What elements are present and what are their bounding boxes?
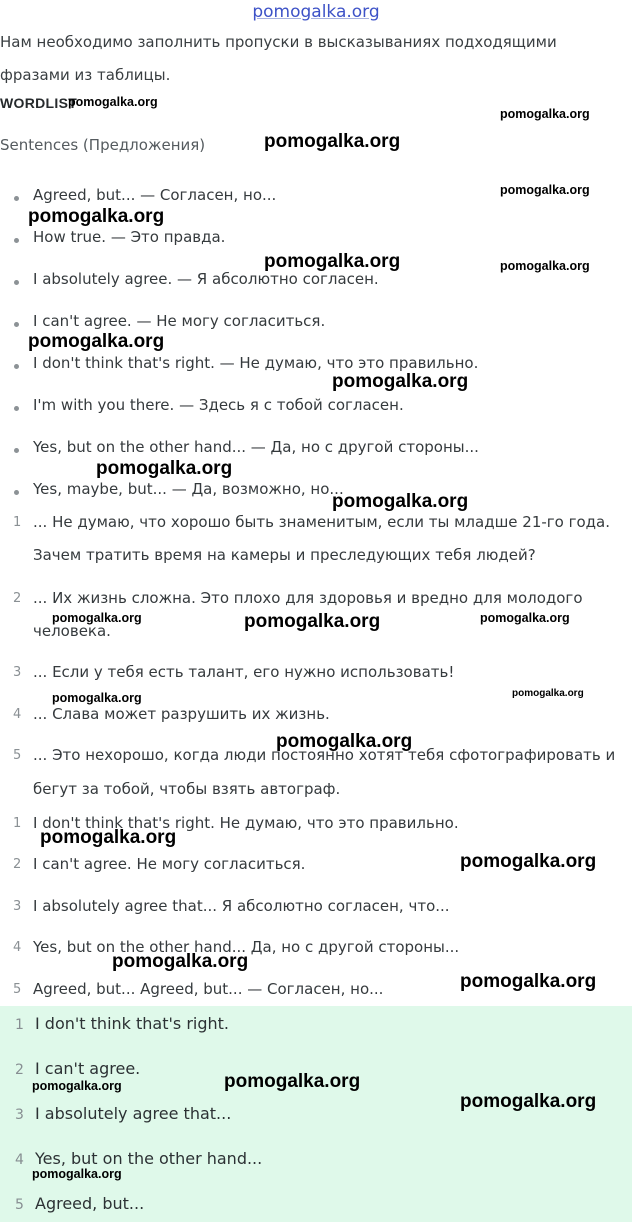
translation-line: I can't agree. Не могу согласиться. — [33, 855, 306, 873]
watermark-text: pomogalka.org — [332, 371, 469, 392]
item-number: 1 — [13, 515, 22, 530]
statement-line: ... Не думаю, что хорошо быть знаменитым, если ты младше 21-го года. — [33, 513, 611, 531]
item-number: 3 — [13, 899, 22, 914]
list-item: Yes, but on the other hand... — Да, но с другой стороны... — [33, 438, 479, 456]
list-item: I can't agree. — Не могу согласиться. — [33, 312, 326, 330]
watermark-text: pomogalka.org — [500, 183, 590, 197]
watermark-text: pomogalka.org — [460, 851, 597, 872]
statement-line: Зачем тратить время на камеры и преследующих тебя людей? — [33, 546, 536, 564]
watermark-text: pomogalka.org — [32, 1079, 122, 1093]
answer-text: I can't agree. — [35, 1059, 141, 1078]
watermark-text: pomogalka.org — [68, 95, 158, 109]
watermark-text: pomogalka.org — [512, 688, 584, 699]
answer-number: 5 — [15, 1197, 24, 1213]
intro-line-2: фразами из таблицы. — [0, 66, 171, 84]
bullet-dot — [14, 448, 19, 453]
statement-line: человека. — [33, 622, 111, 640]
item-number: 3 — [13, 665, 22, 680]
watermark-text: pomogalka.org — [52, 691, 142, 705]
watermark-text: pomogalka.org — [264, 131, 401, 152]
item-number: 5 — [13, 748, 22, 763]
watermark-text: pomogalka.org — [244, 611, 381, 632]
answer-text: Agreed, but... — [35, 1194, 145, 1213]
bullet-dot — [14, 238, 19, 243]
watermark-text: pomogalka.org — [264, 251, 401, 272]
sentences-heading: Sentences (Предложения) — [0, 136, 206, 154]
watermark-text: pomogalka.org — [500, 259, 590, 273]
item-number: 4 — [13, 940, 22, 955]
intro-line-1: Нам необходимо заполнить пропуски в высказываниях подходящими — [0, 33, 557, 51]
answer-text: I absolutely agree that... — [35, 1104, 232, 1123]
statement-line: ... Это нехорошо, когда люди постоянно хотят тебя сфотографировать и — [33, 746, 616, 764]
watermark-text: pomogalka.org — [460, 1091, 597, 1112]
wordlist-heading: WORDLIST — [0, 95, 78, 111]
statement-line: ... Если у тебя есть талант, его нужно использовать! — [33, 663, 455, 681]
bullet-dot — [14, 322, 19, 327]
watermark-text: pomogalka.org — [40, 827, 177, 848]
watermark-text: pomogalka.org — [28, 206, 165, 227]
bullet-dot — [14, 196, 19, 201]
item-number: 4 — [13, 707, 22, 722]
statement-line: ... Их жизнь сложна. Это плохо для здоровья и вредно для молодого — [33, 589, 583, 607]
translation-line: I absolutely agree that... Я абсолютно согласен, что... — [33, 897, 450, 915]
item-number: 2 — [13, 591, 22, 606]
bullet-dot — [14, 280, 19, 285]
answer-text: I don't think that's right. — [35, 1014, 229, 1033]
watermark-text: pomogalka.org — [224, 1071, 361, 1092]
answer-number: 4 — [15, 1152, 24, 1168]
bullet-dot — [14, 490, 19, 495]
translation-line: Agreed, but... Agreed, but... — Согласен, но... — [33, 980, 384, 998]
watermark-text: pomogalka.org — [276, 731, 413, 752]
list-item: Agreed, but... — Согласен, но... — [33, 186, 277, 204]
watermark-text: pomogalka.org — [112, 951, 249, 972]
list-item: How true. — Это правда. — [33, 228, 226, 246]
answer-number: 2 — [15, 1062, 24, 1078]
translation-line: I don't think that's right. Не думаю, что это правильно. — [33, 814, 459, 832]
watermark-text: pomogalka.org — [52, 611, 142, 625]
watermark-text: pomogalka.org — [500, 107, 590, 121]
answer-text: Yes, but on the other hand... — [35, 1149, 263, 1168]
list-item: I don't think that's right. — Не думаю, что это правильно. — [33, 354, 479, 372]
item-number: 1 — [13, 816, 22, 831]
item-number: 5 — [13, 982, 22, 997]
watermark-text: pomogalka.org — [460, 971, 597, 992]
bullet-dot — [14, 364, 19, 369]
site-header-link[interactable]: pomogalka.org — [252, 2, 380, 22]
statement-line: ... Слава может разрушить их жизнь. — [33, 705, 330, 723]
answer-number: 1 — [15, 1017, 24, 1033]
item-number: 2 — [13, 857, 22, 872]
translation-line: Yes, but on the other hand... Да, но с другой стороны... — [33, 938, 460, 956]
list-item: Yes, maybe, but... — Да, возможно, но... — [33, 480, 344, 498]
statement-line: бегут за тобой, чтобы взять автограф. — [33, 780, 341, 798]
bullet-dot — [14, 406, 19, 411]
list-item: I'm with you there. — Здесь я с тобой согласен. — [33, 396, 404, 414]
watermark-text: pomogalka.org — [96, 458, 233, 479]
watermark-text: pomogalka.org — [28, 331, 165, 352]
answer-number: 3 — [15, 1107, 24, 1123]
watermark-text: pomogalka.org — [32, 1167, 122, 1181]
list-item: I absolutely agree. — Я абсолютно согласен. — [33, 270, 379, 288]
watermark-text: pomogalka.org — [480, 611, 570, 625]
watermark-text: pomogalka.org — [332, 491, 469, 512]
